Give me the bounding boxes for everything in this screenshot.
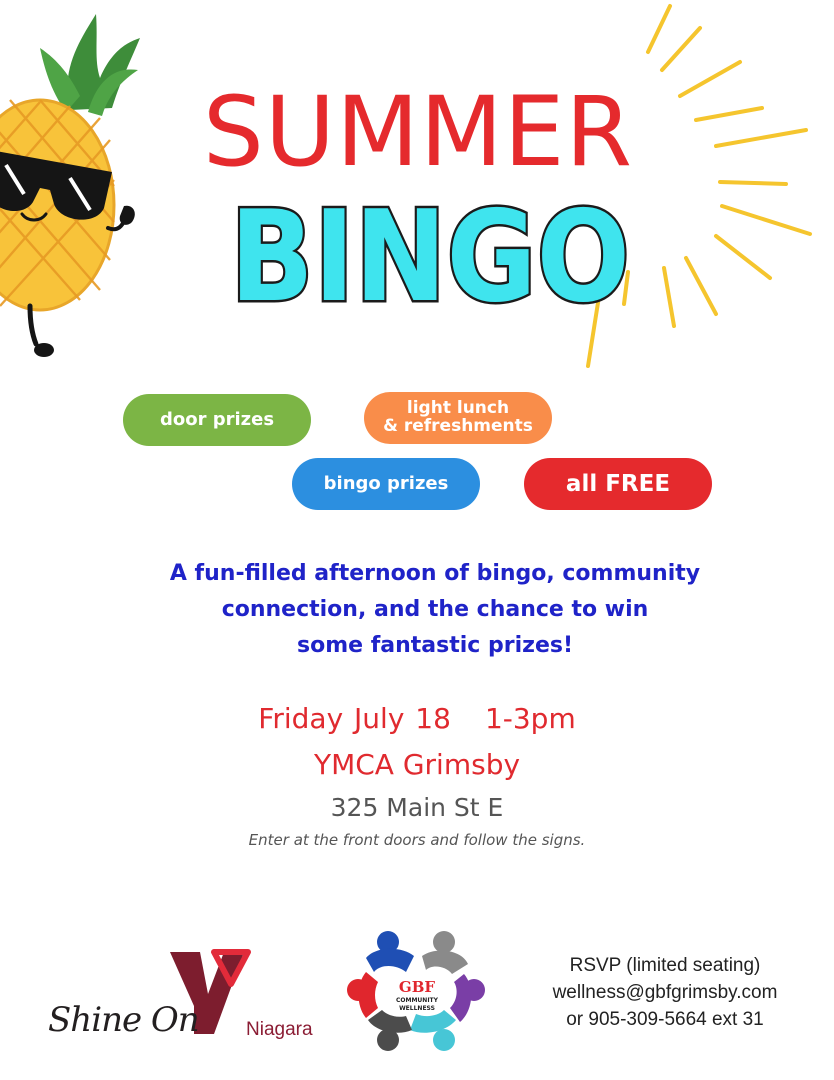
event-date: Friday July 18 [258, 702, 451, 735]
description-line-1: A fun-filled afternoon of bingo, community [169, 561, 701, 586]
description-line-3: some fantastic prizes! [297, 633, 573, 658]
event-venue: YMCA Grimsby [313, 748, 521, 781]
all-free-label: all FREE [565, 470, 671, 497]
gbf-community-wellness-logo-icon [346, 928, 488, 1054]
event-date-time [0, 702, 834, 735]
bingo-prizes-label: bingo prizes [323, 472, 449, 494]
ymca-tagline: Shine On [48, 1000, 199, 1040]
title-summer: SUMMER [202, 76, 634, 188]
description-line-2: connection, and the chance to win [221, 597, 649, 622]
gbf-logo-sub1: COMMUNITY [395, 997, 439, 1004]
event-address: 325 Main St E [330, 793, 504, 822]
rsvp-heading: RSVP (limited seating) [569, 955, 761, 976]
rsvp-email[interactable]: wellness@gbfgrimsby.com [552, 982, 778, 1003]
event-time: 1-3pm [484, 702, 576, 735]
ymca-region: Niagara [246, 1019, 313, 1040]
all-free-badge [524, 458, 712, 510]
door-prizes-label: door prizes [159, 408, 275, 430]
bingo-prizes-badge [292, 458, 480, 510]
light-lunch-label-line1: light lunch [406, 398, 510, 419]
rsvp-phone[interactable]: or 905-309-5664 ext 31 [566, 1009, 764, 1030]
event-description [100, 556, 770, 664]
door-prizes-badge [123, 394, 311, 446]
gbf-logo-sub2: WELLNESS [399, 1005, 435, 1012]
light-lunch-label-line2: & refreshments [383, 416, 533, 436]
pineapple-with-sunglasses-icon [0, 0, 150, 370]
rsvp-info [520, 952, 810, 1033]
title-bingo [220, 183, 640, 330]
light-lunch-badge [364, 392, 552, 444]
title-bingo-text: BINGO [230, 183, 630, 330]
event-entry-note: Enter at the front doors and follow the signs. [248, 831, 586, 849]
gbf-logo-text: GBF [398, 978, 436, 996]
